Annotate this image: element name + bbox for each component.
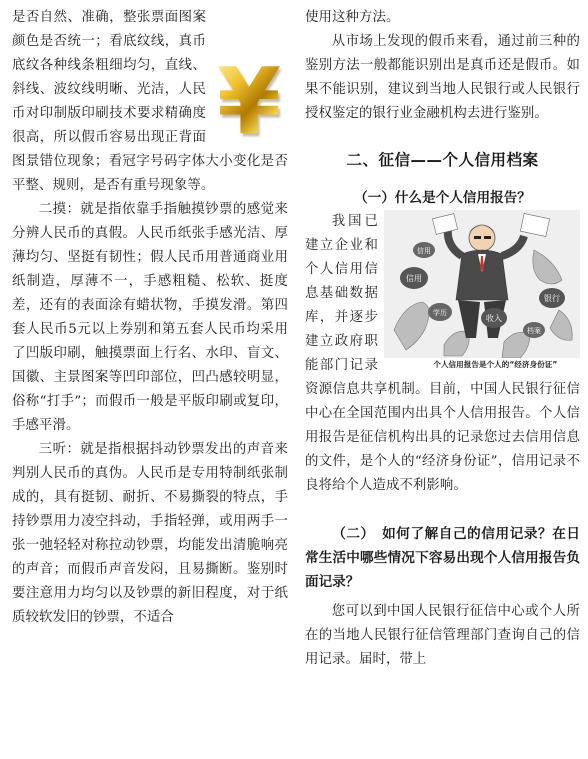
- paragraph-identify-summary: 从市场上发现的假币来看，通过前三种的鉴别方法一般都能识别出是真币还是假币。如果不能识别，建议到当地人民银行或人民银行授权鉴定的银行业金融机构去进行鉴别。: [305, 34, 580, 121]
- badge-label: 收入: [485, 314, 503, 323]
- paragraph-credit-report: [305, 210, 580, 498]
- illustration-svg: [384, 210, 580, 358]
- badge-label: 信用: [416, 247, 432, 255]
- paragraph-query-record: 您可以到中国人民银行征信中心或个人所在的当地人民银行征信管理部门查询自己的信用记录。届时，带上: [305, 604, 580, 667]
- subsection-title-how-to-know: （二） 如何了解自己的信用记录？在日常生活中哪些情况下容易出现个人信用报告负面记录？: [305, 526, 580, 590]
- paragraph-look-details: 是否自然、准确，整张票面图案颜色是否统一；看底纹线，真币底纹各种线条粗细均匀，直线、斜线、波纹线明晰、光洁，人民币对印制版印刷技术要求精确度很高，所以假币容易出现正背面图景错位现象；看冠字号码字体大小变化是否平整、规则，是否有重号现象等。: [12, 10, 288, 193]
- badge-label: 银行: [543, 294, 561, 303]
- credit-report-text: 我国已建立企业和个人信用信息基础数据库，并逐步建立政府职能部门记录资源信息共享机制。目前，中国人民银行征信中心在全国范围内出具个人信用报告。个人信用报告是征信机构出具的记录您过去信用信息的文件，是个人的“经济身份证”，信用记录不良将给个人造成不利影响。: [305, 214, 580, 493]
- badge-label: 档案: [526, 327, 542, 335]
- credit-illustration: [384, 210, 580, 376]
- illustration-caption: 个人信用报告是个人的“经济身份证”: [433, 360, 558, 369]
- badge-label: 学历: [432, 309, 448, 317]
- right-column: [305, 6, 580, 672]
- badge-label: 信用: [405, 274, 423, 283]
- paragraph-listen: 三听：就是指根据抖动钞票发出的声音来判别人民币的真伪。人民币是专用特制纸张制成的，具有挺韧、耐折、不易撕裂的特点，手持钞票用力凌空抖动，手指轻弹，或用两手一张一弛轻轻对称拉动钞票，均能发出清脆响亮的声音；而假币声音发闷，且易撕断。鉴别时要注意用力均匀以及钞票的新旧程度，对于纸质较软发旧的钞票，不适合: [12, 442, 288, 625]
- left-column: [12, 6, 288, 630]
- subsection-title-what-is-report: （一）什么是个人信用报告？: [354, 190, 531, 206]
- paragraph-continuation: 使用这种方法。: [305, 10, 400, 25]
- section-title-credit: 二、征信——个人信用档案: [346, 151, 539, 169]
- illustration-image: [384, 210, 580, 358]
- paragraph-touch: 二摸：就是指依靠手指触摸钞票的感觉来分辨人民币的真假。人民币纸张手感光洁、厚薄均匀、坚挺有韧性；假人民币用普通商业用纸制造，厚薄不一，手感粗糙、松软、挺度差，还有的表面涂有蜡状物，手摸发滑。第四套人民币5元以上券别和第五套人民币均采用了凹版印刷，触摸票面上行名、水印、盲文、国徽、主景图案等凹印部位，凹凸感较明显，俗称“打手”；而假币一般是平版印刷或复印，手感平滑。: [12, 202, 288, 433]
- yuan-symbol-image: [210, 48, 288, 155]
- gold-yuan-icon: ¥: [216, 48, 281, 155]
